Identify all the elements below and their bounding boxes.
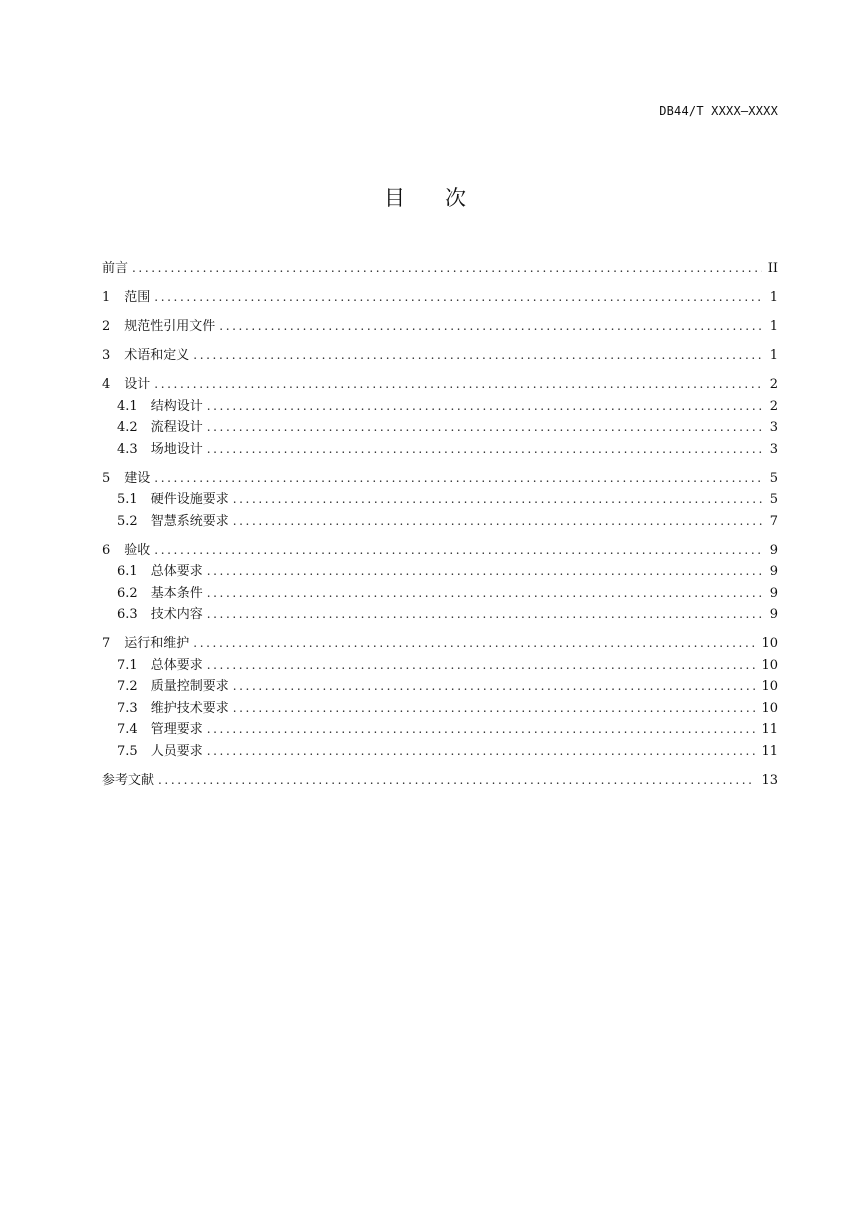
dot-leader [207, 439, 764, 461]
toc-entry[interactable] [102, 287, 778, 309]
toc-entry[interactable] [102, 258, 778, 280]
toc-entry-page-number: 11 [761, 743, 778, 759]
toc-entry-number: 7.1 [117, 657, 138, 673]
toc-entry-number: 6.3 [117, 607, 138, 622]
toc-entry[interactable] [102, 655, 778, 677]
toc-entry-page-number: 2 [769, 377, 778, 392]
toc-entry-label: 智慧系统要求 [150, 513, 229, 529]
toc-entry-label: 范围 [124, 290, 151, 305]
toc-entry-label: 运行和维护 [124, 636, 190, 651]
toc-entry[interactable] [102, 604, 778, 626]
toc-entry-number: 3 [102, 348, 111, 363]
dot-leader [233, 676, 756, 698]
toc-entry-label: 人员要求 [150, 743, 203, 759]
toc-entry-label: 设计 [124, 377, 151, 392]
dot-leader [233, 489, 764, 511]
dot-leader [154, 540, 763, 562]
toc-entry[interactable] [102, 540, 778, 562]
dot-leader [132, 258, 762, 280]
toc-entry[interactable] [102, 583, 778, 605]
toc-entry-page-number: 5 [769, 492, 778, 507]
toc-entry-page-number: 11 [761, 722, 778, 737]
toc-entry-label: 质量控制要求 [150, 679, 229, 694]
toc-entry[interactable] [102, 770, 778, 792]
toc-entry-page-number: 9 [769, 585, 778, 601]
toc-entry[interactable] [102, 633, 778, 655]
toc-entry[interactable] [102, 439, 778, 461]
toc-entry[interactable] [102, 489, 778, 511]
toc-entry-page-number: 10 [761, 700, 778, 716]
toc-entry[interactable] [102, 417, 778, 439]
toc-entry-page-number: 1 [769, 319, 778, 334]
toc-entry-label: 管理要求 [150, 722, 203, 737]
dot-leader [193, 345, 763, 367]
dot-leader [207, 655, 756, 677]
document-code: DB44/T XXXX—XXXX [659, 104, 778, 118]
toc-entry-label: 规范性引用文件 [124, 319, 216, 334]
toc-entry-label: 总体要求 [150, 657, 203, 673]
toc-entry-label: 术语和定义 [124, 348, 190, 363]
toc-entry-label: 前言 [102, 261, 129, 276]
toc-entry[interactable] [102, 374, 778, 396]
toc-entry-page-number: 9 [769, 564, 778, 579]
toc-entry-number: 7.4 [117, 722, 138, 737]
toc-entry[interactable] [102, 316, 778, 338]
toc-entry-label: 参考文献 [102, 772, 155, 788]
toc-entry-label: 建设 [124, 470, 151, 486]
dot-leader [207, 417, 764, 439]
toc-entry-label: 硬件设施要求 [150, 492, 229, 507]
toc-entry-number: 4.1 [117, 398, 138, 414]
toc-entry-label: 总体要求 [150, 564, 203, 579]
toc-entry-page-number: 3 [769, 420, 778, 435]
table-of-contents [102, 258, 778, 791]
toc-entry[interactable] [102, 561, 778, 583]
dot-leader [219, 316, 763, 338]
toc-entry-label: 结构设计 [150, 398, 203, 414]
toc-entry-label: 技术内容 [150, 607, 203, 622]
dot-leader [233, 511, 764, 533]
toc-entry-page-number: 9 [769, 607, 778, 622]
toc-entry-number: 7.5 [117, 743, 138, 759]
toc-entry-number: 4 [102, 377, 111, 392]
toc-entry-label: 流程设计 [150, 420, 203, 435]
dot-leader [207, 396, 764, 418]
toc-entry-number: 5.1 [117, 492, 138, 507]
toc-entry[interactable] [102, 468, 778, 490]
toc-entry-page-number: 9 [769, 542, 778, 558]
toc-entry-page-number: 10 [761, 657, 778, 673]
toc-entry-page-number: 13 [761, 772, 778, 788]
dot-leader [207, 719, 756, 741]
toc-entry-page-number: 2 [769, 398, 778, 414]
dot-leader [207, 741, 756, 763]
toc-entry-number: 5 [102, 470, 111, 486]
toc-entry[interactable] [102, 676, 778, 698]
dot-leader [207, 604, 764, 626]
toc-entry-number: 4.3 [117, 441, 138, 457]
toc-entry-number: 1 [102, 290, 111, 305]
toc-entry-page-number: 5 [769, 470, 778, 486]
dot-leader [158, 770, 755, 792]
dot-leader [154, 374, 763, 396]
toc-entry-number: 7 [102, 636, 111, 651]
toc-entry-page-number: 7 [769, 513, 778, 529]
toc-entry-number: 5.2 [117, 513, 138, 529]
toc-entry-page-number: 1 [769, 348, 778, 363]
toc-entry-label: 维护技术要求 [150, 700, 229, 716]
toc-entry-number: 6 [102, 542, 111, 558]
toc-entry[interactable] [102, 396, 778, 418]
toc-title: 目次 [384, 186, 506, 210]
toc-entry-page-number: II [767, 261, 778, 276]
toc-entry-page-number: 10 [761, 636, 778, 651]
dot-leader [154, 468, 763, 490]
toc-entry[interactable] [102, 345, 778, 367]
toc-entry-label: 验收 [124, 542, 151, 558]
dot-leader [193, 633, 755, 655]
toc-entry[interactable] [102, 719, 778, 741]
dot-leader [154, 287, 763, 309]
toc-entry-label: 基本条件 [150, 585, 203, 601]
toc-entry-number: 7.3 [117, 700, 138, 716]
toc-entry-number: 6.1 [117, 564, 138, 579]
dot-leader [233, 698, 756, 720]
toc-entry-number: 7.2 [117, 679, 138, 694]
toc-entry-page-number: 3 [769, 441, 778, 457]
toc-entry[interactable] [102, 741, 778, 763]
toc-entry[interactable] [102, 511, 778, 533]
dot-leader [207, 561, 764, 583]
toc-entry-number: 6.2 [117, 585, 138, 601]
toc-entry-label: 场地设计 [150, 441, 203, 457]
dot-leader [207, 583, 764, 605]
toc-entry-number: 2 [102, 319, 111, 334]
toc-entry-page-number: 1 [769, 290, 778, 305]
toc-entry-page-number: 10 [761, 679, 778, 694]
toc-entry[interactable] [102, 698, 778, 720]
toc-entry-number: 4.2 [117, 420, 138, 435]
